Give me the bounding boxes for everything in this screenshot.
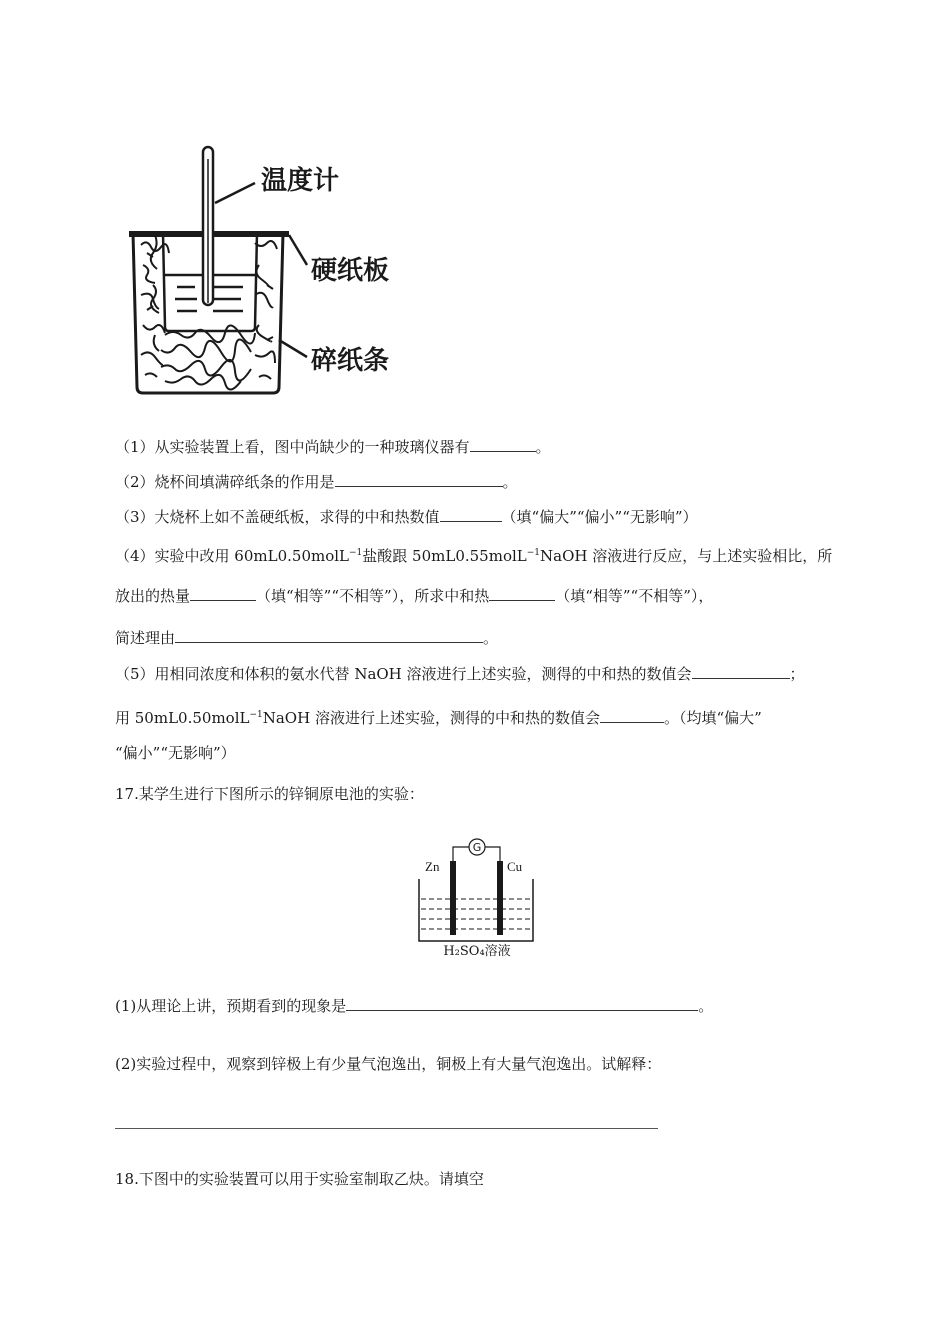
q17-part1-text: (1)从理论上讲，预期看到的现象是 <box>115 997 347 1015</box>
thermometer-leader <box>215 183 255 203</box>
q16-part1 <box>115 437 551 457</box>
q16-part5-blank-ammonia[interactable] <box>692 664 790 679</box>
q16-part4-text-e: （填“相等”“不相等”），所求中和热 <box>256 587 490 605</box>
q16-part3-text: （3）大烧杯上如不盖硬纸板，求得的中和热数值 <box>115 508 440 526</box>
q16-part4-end: 。 <box>483 629 499 647</box>
q16-part2-text: （2）烧杯间填满碎纸条的作用是 <box>115 473 335 491</box>
q17-title-text: 17.某学生进行下图所示的锌铜原电池的实验： <box>115 785 424 803</box>
q16-part4-line1 <box>115 543 832 566</box>
cardboard-leader <box>289 235 307 265</box>
q17-part1-blank[interactable] <box>346 996 698 1011</box>
q16-part2-end: 。 <box>502 473 518 491</box>
q16-part5-blank-naoh[interactable] <box>600 708 664 723</box>
q17-part2-answer-line[interactable] <box>115 1128 658 1129</box>
superscript: −1 <box>249 710 263 720</box>
q16-part4-text-f: （填“相等”“不相等”）， <box>555 587 714 605</box>
q16-part5-line2 <box>115 705 762 728</box>
q17-part1 <box>115 996 713 1016</box>
q16-part5-line3 <box>115 743 236 763</box>
q16-part5-text-d: 。（均填“偏大” <box>663 709 762 727</box>
q16-part4-blank-neutralization[interactable] <box>489 586 555 601</box>
q17-part1-end: 。 <box>698 997 714 1015</box>
container <box>419 879 533 941</box>
q17-title <box>115 784 424 804</box>
q17-part2-text: (2)实验过程中，观察到锌极上有少量气泡逸出，铜极上有大量气泡逸出。试解释： <box>115 1055 662 1073</box>
calorimeter-figure <box>125 135 415 400</box>
q16-part4-text-c: NaOH 溶液进行反应，与上述实验相比，所 <box>540 547 833 565</box>
q18-title <box>115 1169 484 1189</box>
zinc-electrode <box>450 861 456 935</box>
q16-part4-text-g: 简述理由 <box>115 629 176 647</box>
thermometer-label: 温度计 <box>261 166 340 196</box>
q17-part2 <box>115 1054 661 1074</box>
q16-part4-text-a: （4）实验中改用 60mL0.50molL <box>115 547 349 565</box>
q18-title-text: 18.下图中的实验装置可以用于实验室制取乙炔。请填空 <box>115 1170 484 1188</box>
zn-label: Zn <box>425 859 440 874</box>
q16-part5-sep: ； <box>789 665 805 683</box>
q16-part2-blank[interactable] <box>335 472 503 487</box>
q16-part1-text: （1）从实验装置上看，图中尚缺少的一种玻璃仪器有 <box>115 438 470 456</box>
electrolyte-lines <box>421 899 531 929</box>
cu-label: Cu <box>507 859 523 874</box>
paper-scraps-label: 碎纸条 <box>311 346 390 376</box>
copper-electrode <box>497 861 503 935</box>
superscript: −1 <box>349 548 363 558</box>
cardboard-label: 硬纸板 <box>311 256 390 286</box>
q16-part2 <box>115 472 518 492</box>
superscript: −1 <box>526 548 541 558</box>
galvanometer-label: G <box>472 841 482 854</box>
scraps-leader <box>279 340 307 357</box>
q16-part4-line2 <box>115 586 713 606</box>
q16-part5-text-a: （5）用相同浓度和体积的氨水代替 NaOH 溶液进行上述实验，测得的中和热的数值会 <box>115 665 692 683</box>
q16-part3-end: （填“偏大”“偏小”“无影响”） <box>501 508 698 526</box>
q16-part3-blank[interactable] <box>440 507 502 522</box>
thermometer <box>203 147 213 305</box>
q16-part4-text-b: 盐酸跟 50mL0.55molL <box>362 547 527 565</box>
galvanic-cell-figure <box>415 835 539 959</box>
q16-part4-blank-reason[interactable] <box>175 628 483 643</box>
q16-part5-text-e: “偏小”“无影响”） <box>115 744 236 762</box>
q16-part5-text-b: 用 50mL0.50molL <box>115 709 250 727</box>
q16-part5-text-c: NaOH 溶液进行上述实验，测得的中和热的数值会 <box>262 709 600 727</box>
q16-part5-line1 <box>115 664 805 684</box>
solution-label: H₂SO₄溶液 <box>443 944 511 959</box>
q16-part4-blank-heat[interactable] <box>190 586 256 601</box>
q16-part4-line3 <box>115 628 498 648</box>
q16-part1-blank[interactable] <box>470 437 536 452</box>
q16-part4-text-d: 放出的热量 <box>115 587 191 605</box>
q16-part3 <box>115 507 698 527</box>
q16-part1-end: 。 <box>535 438 551 456</box>
